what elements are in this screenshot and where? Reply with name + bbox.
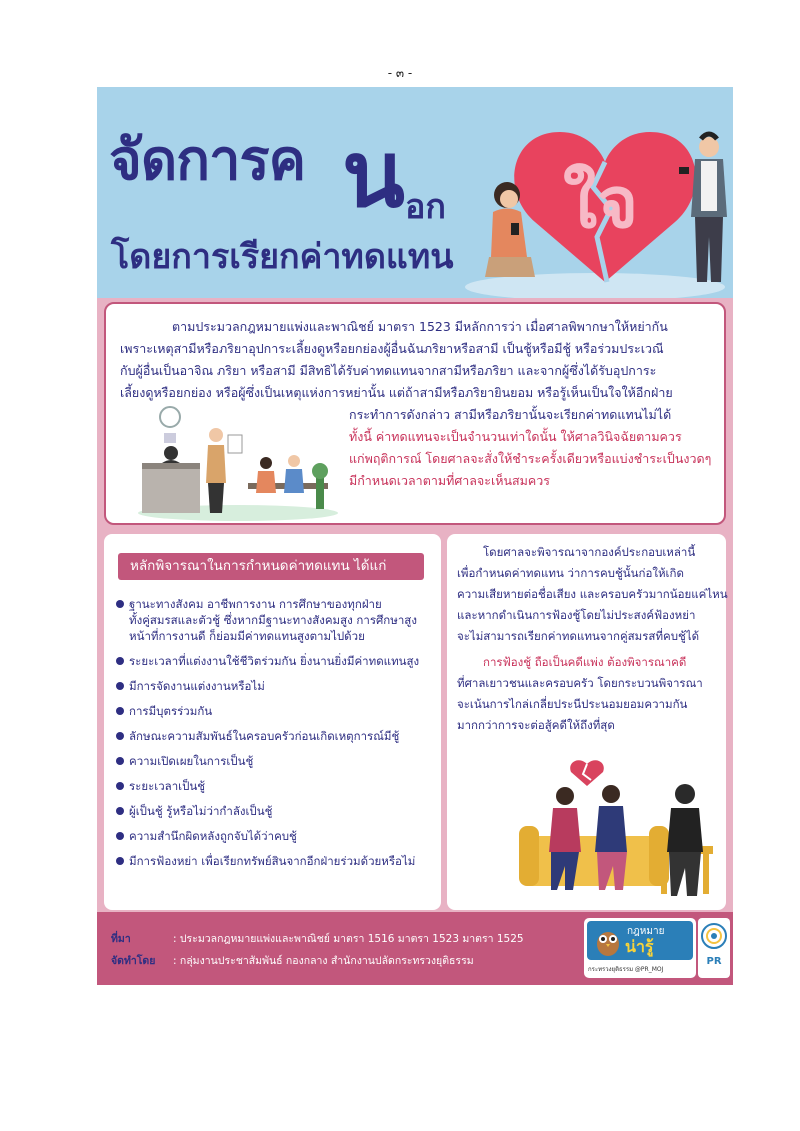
court-line: จะไม่สามารถเรียกค่าทดแทนจากคู่สมรสที่คบชู้ได้	[457, 629, 700, 643]
producer-label: จัดทำโดย	[111, 955, 156, 967]
producer-row	[111, 952, 474, 969]
court-box	[447, 534, 726, 910]
intro-line: ตามประมวลกฎหมายแพ่งและพาณิชย์ มาตรา 1523 มีหลักการว่า เมื่อศาลพิพากษาให้หย่ากัน	[172, 319, 668, 334]
criteria-list	[114, 596, 439, 878]
title-line-1: จัดการค	[109, 128, 306, 193]
criteria-heading: หลักพิจารณาในการกำหนดค่าทดแทน ได้แก่	[118, 553, 424, 580]
producer-text: : กลุ่มงานประชาสัมพันธ์ กองกลาง สำนักงานปลัดกระทรวงยุติธรรม	[173, 955, 474, 967]
broken-heart-illustration	[465, 87, 733, 298]
criteria-item	[114, 596, 439, 644]
criteria-item-text: ผู้เป็นชู้ รู้หรือไม่ว่ากำลังเป็นชู้	[129, 804, 273, 818]
counseling-illustration	[507, 756, 721, 906]
poster-footer	[97, 912, 733, 985]
court-paragraph-2	[457, 652, 703, 736]
criteria-item-text: ระยะเวลาที่แต่งงานใช้ชีวิตร่วมกัน ยิ่งนานยิ่งมีค่าทดแทนสูง	[129, 654, 420, 668]
criteria-item-text: ทั้งคู่สมรสและตัวชู้ ซึ่งหากมีฐานะทางสังคมสูง การศึกษาสูง	[129, 613, 417, 627]
criteria-item-text: หน้าที่การงานดี ก็ย่อมมีค่าทดแทนสูงตามไปด้วย	[129, 629, 365, 643]
title-big-letter: น	[342, 121, 405, 228]
emphasis-text: ทั้งนี้	[349, 429, 372, 444]
court-line: จะเน้นการไกล่เกลี่ยประนีประนอมยอมความกัน	[457, 697, 688, 711]
intro-line: เพราะเหตุสามีหรือภริยาอุปการะเลี้ยงดูหรือยกย่องผู้อื่นฉันภริยาหรือสามี เป็นชู้หรือมีชู้ หรือร่วมประเวณี	[120, 341, 664, 356]
intro-right-line: แก่พฤติการณ์ โดยศาลจะสั่งให้ชำระครั้งเดียวหรือแบ่งชำระเป็นงวดๆ	[349, 451, 712, 466]
criteria-item-text: ความเปิดเผยในการเป็นชู้	[129, 754, 254, 768]
criteria-item	[114, 678, 439, 694]
criteria-item	[114, 703, 439, 719]
intro-right-line: มีกำหนดเวลาตามที่ศาลจะเห็นสมควร	[349, 473, 550, 488]
criteria-item	[114, 828, 439, 844]
criteria-item	[114, 753, 439, 769]
court-line: ความเสียหายต่อชื่อเสียง และครอบครัวมากน้อยแค่ไหน	[457, 587, 728, 601]
criteria-item	[114, 853, 439, 869]
court-line: และหากดำเนินการฟ้องชู้โดยไม่ประสงค์ฟ้องหย่า	[457, 608, 696, 622]
intro-right-paragraph	[349, 404, 711, 492]
criteria-item	[114, 653, 439, 669]
source-row	[111, 930, 524, 947]
title-small-syllable: อก	[405, 187, 447, 227]
criteria-item-text: มีการฟ้องหย่า เพื่อเรียกทรัพย์สินจากอีกฝ่ายร่วมด้วยหรือไม่	[129, 854, 416, 868]
badge-title-1: กฎหมาย	[627, 926, 665, 937]
courtroom-illustration	[138, 405, 338, 521]
criteria-item-text: ความสำนึกผิดหลังถูกจับได้ว่าคบชู้	[129, 829, 297, 843]
poster	[97, 87, 733, 985]
court-line: มากกว่าการจะต่อสู้คดีให้ถึงที่สุด	[457, 718, 615, 732]
criteria-item-text: ลักษณะความสัมพันธ์ในครอบครัวก่อนเกิดเหตุการณ์มีชู้	[129, 729, 400, 743]
court-paragraph-1	[457, 542, 728, 647]
court-line: โดยศาลจะพิจารณาจากองค์ประกอบเหล่านี้	[483, 545, 696, 559]
criteria-item-text: มีการจัดงานแต่งงานหรือไม่	[129, 679, 265, 693]
title-line-2: โดยการเรียกค่าทดแทน	[111, 237, 454, 277]
criteria-box	[104, 534, 441, 910]
poster-header	[97, 87, 733, 298]
source-label: ที่มา	[111, 933, 131, 945]
pr-logo-icon	[698, 918, 730, 978]
intro-right-line: ทั้งนี้ ค่าทดแทนจะเป็นจำนวนเท่าใดนั้น ให้ศาลวินิจฉัยตามควร	[349, 429, 682, 444]
court-line: เพื่อกำหนดค่าทดแทน ว่าการคบชู้นั้นก่อให้เกิด	[457, 566, 684, 580]
intro-right-line: กระทำการดังกล่าว สามีหรือภริยานั้นจะเรียกค่าทดแทนไม่ได้	[349, 407, 672, 422]
intro-line: เลี้ยงดูหรือยกย่อง หรือผู้ซึ่งเป็นเหตุแห่งการหย่านั้น แต่ถ้าสามีหรือภริยายินยอม หรือรู้เห็นเป็นใจให้อีกฝ่าย	[120, 385, 673, 400]
criteria-item	[114, 728, 439, 744]
pr-logo	[698, 918, 730, 978]
criteria-item-text: การมีบุตรร่วมกัน	[129, 704, 213, 718]
source-text: : ประมวลกฎหมายแพ่งและพาณิชย์ มาตรา 1516 มาตรา 1523 มาตรา 1525	[173, 933, 524, 945]
criteria-item	[114, 803, 439, 819]
intro-line: กับผู้อื่นเป็นอาจิณ ภริยา หรือสามี มีสิทธิได้รับค่าทดแทนจากสามีหรือภริยา และจากผู้ซึ่งได้รับอุปการะ	[120, 363, 657, 378]
owl-mascot-icon	[593, 925, 623, 957]
heart-text: ใจ	[563, 162, 639, 244]
badge-social-handles: กระทรวงยุติธรรม @PR_MOJ	[588, 966, 664, 973]
law-badge	[584, 918, 696, 978]
court-line: การฟ้องชู้ ถือเป็นคดีแพ่ง ต้องพิจารณาคดี	[483, 655, 687, 669]
intro-box	[104, 302, 726, 525]
badge-title-2: น่ารู้	[625, 937, 654, 956]
page-number: - ๓ -	[387, 66, 413, 80]
criteria-item-text: ฐานะทางสังคม อาชีพการงาน การศึกษาของทุกฝ่าย	[129, 597, 382, 611]
svg-text:PR: PR	[706, 956, 722, 967]
criteria-item-text: ระยะเวลาเป็นชู้	[129, 779, 206, 793]
court-line: ที่ศาลเยาวชนและครอบครัว โดยกระบวนพิจารณา	[457, 676, 703, 690]
criteria-item	[114, 778, 439, 794]
intro-paragraph	[120, 316, 673, 404]
